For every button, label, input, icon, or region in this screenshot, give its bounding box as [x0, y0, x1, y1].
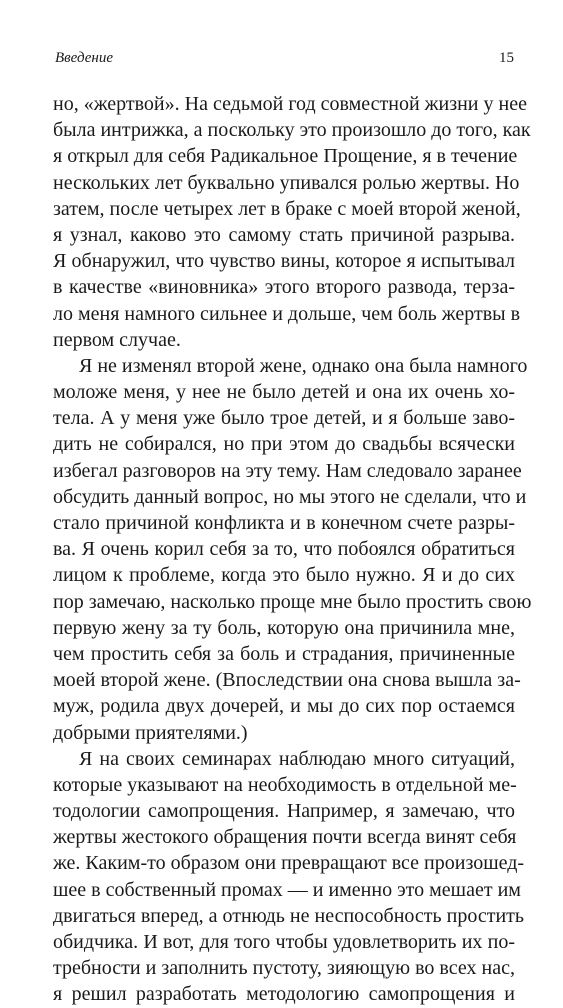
text-line: в качестве «виновника» этого второго развода, терза-: [53, 276, 515, 299]
body-text: [53, 91, 532, 1008]
text-line: стало причиной конфликта и в конечном счете разры-: [53, 512, 515, 534]
text-line: затем, после четырех лет в браке с моей второй женой,: [53, 197, 521, 220]
text-line: муж, родила двух дочерей, и мы до сих пор остаемся: [53, 695, 515, 718]
text-line: ло меня намного сильнее и дольше, чем боль жертвы в: [53, 302, 521, 325]
text-line: лицом к проблеме, когда это было нужно. Я и до сих: [53, 564, 515, 587]
text-line: добрыми приятелями.): [53, 721, 248, 744]
paragraph-first-line: Я на своих семинарах наблюдаю много ситуаций,: [79, 747, 515, 770]
text-line: тодологии самопрощения. Например, я замечаю, что: [53, 800, 515, 823]
text-line: которые указывают на необходимость в отдельной ме-: [53, 773, 517, 796]
text-line: моложе меня, у нее не было детей и она их очень хо-: [53, 381, 515, 404]
text-line: но, «жертвой». На седьмой год совместной жизни у нее: [53, 93, 527, 115]
text-line: требности и заполнить пустоту, зияющую во всех нас,: [53, 957, 515, 980]
text-line: ва. Я очень корил себя за то, что побоялся обратиться: [53, 538, 515, 561]
text-line: моей второй жене. (Впоследствии она снова вышла за-: [53, 669, 521, 692]
text-line: обсудить данный вопрос, но мы этого не сделали, что и: [53, 485, 527, 508]
text-line: первую жену за ту боль, которую она причинила мне,: [53, 616, 515, 639]
text-line: я решил разработать методологию самопрощения и: [53, 983, 515, 1006]
running-head: [55, 50, 514, 74]
text-line: первом случае.: [53, 328, 181, 351]
text-line: нескольких лет буквально упивался ролью жертвы. Но: [53, 171, 520, 194]
text-line: же. Каким-то образом они превращают все произошед-: [53, 852, 525, 875]
text-line: Я обнаружил, что чувство вины, которое я испытывал: [53, 250, 515, 273]
page-number: 15: [499, 50, 514, 66]
paragraph-first-line: Я не изменял второй жене, однако она была намного: [79, 354, 528, 377]
text-line: пор замечаю, насколько проще мне было простить свою: [53, 590, 532, 613]
text-line: тела. А у меня уже было трое детей, и я больше заво-: [53, 407, 515, 430]
text-line: шее в собственный промах — и именно это мешает им: [53, 878, 521, 901]
section-title: Введение: [55, 50, 113, 66]
text-line: обидчика. И вот, для того чтобы удовлетворить их по-: [53, 931, 515, 953]
text-line: я открыл для себя Радикальное Прощение, я в течение: [53, 145, 518, 168]
text-line: избегал разговоров на эту тему. Нам следовало заранее: [53, 459, 522, 482]
text-line: я узнал, каково это самому стать причиной разрыва.: [53, 223, 515, 246]
text-line: двигаться вперед, а отнюдь не неспособность простить: [53, 904, 525, 927]
text-line: дить не собирался, но при этом до свадьбы всячески: [53, 433, 515, 456]
text-line: жертвы жестокого обращения почти всегда винят себя: [53, 826, 517, 849]
text-line: чем простить себя за боль и страдания, причиненные: [53, 642, 515, 665]
text-line: была интрижка, а поскольку это произошло до того, как: [53, 119, 531, 142]
